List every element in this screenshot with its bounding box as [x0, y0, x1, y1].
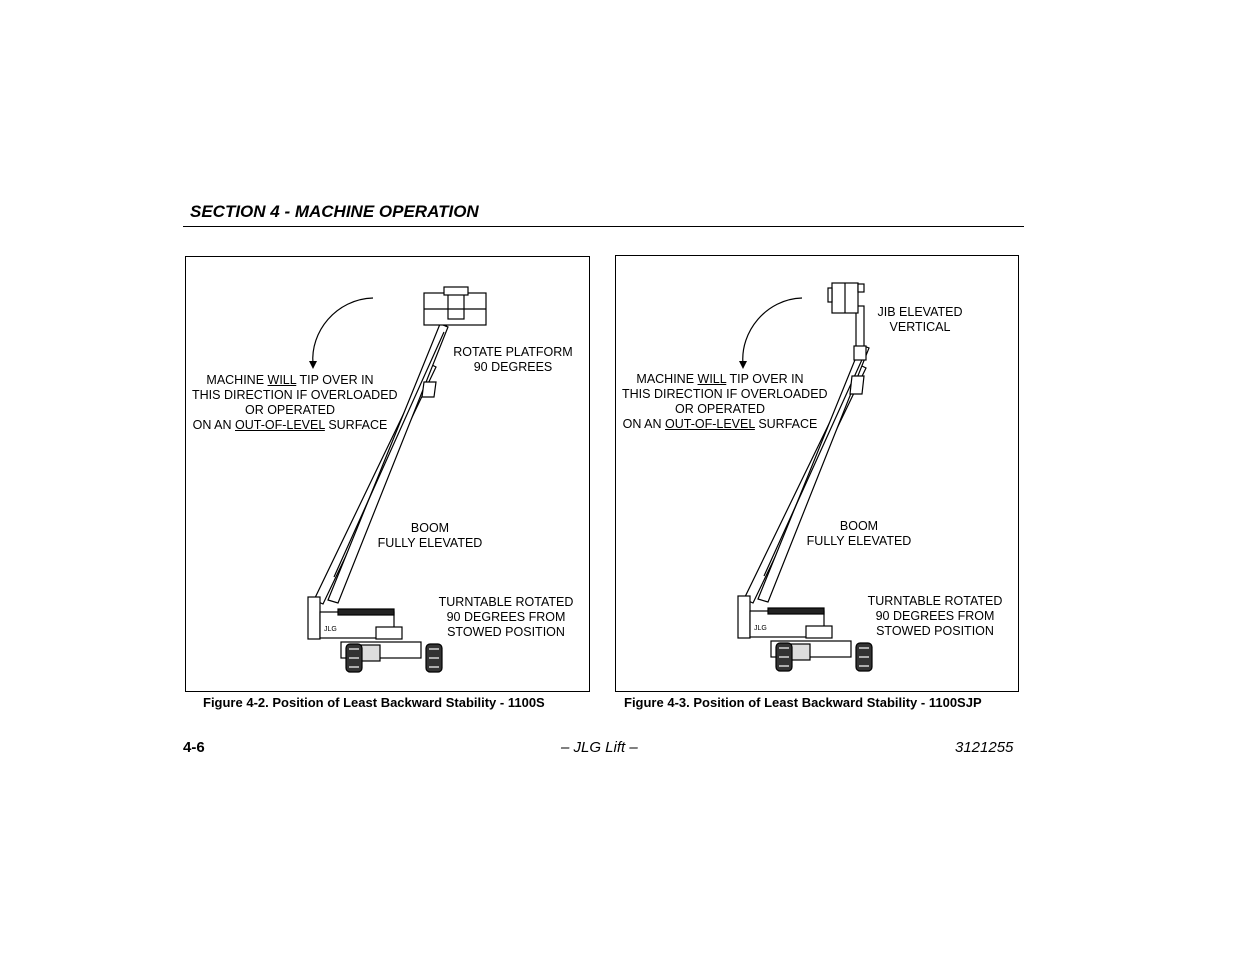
header-rule — [183, 226, 1024, 227]
boom-label: BOOM FULLY ELEVATED — [806, 519, 912, 548]
turntable-label: TURNTABLE ROTATED 90 DEGREES FROM STOWED POSITION — [867, 594, 1003, 638]
figure-4-3-caption: Figure 4-3. Position of Least Backward Stability - 1100SJP — [624, 695, 982, 710]
boom-label: BOOM FULLY ELEVATED — [377, 521, 483, 550]
document-number: 3121255 — [955, 739, 1014, 756]
tip-over-warning: MACHINE WILL TIP OVER IN THIS DIRECTION IF OVERLOADED OR OPERATED ON AN OUT-OF-LEVEL SURFACE — [622, 372, 828, 431]
svg-text:JLG: JLG — [324, 626, 337, 633]
page-number: 4-6 — [183, 739, 205, 756]
figure-4-2-caption: Figure 4-2. Position of Least Backward Stability - 1100S — [203, 695, 545, 710]
turntable-label: TURNTABLE ROTATED 90 DEGREES FROM STOWED POSITION — [438, 595, 574, 639]
figure-4-2-box — [185, 256, 590, 692]
rotate-platform-label: ROTATE PLATFORM 90 DEGREES — [453, 345, 573, 374]
footer-title: – JLG Lift – — [561, 739, 638, 756]
svg-text:JLG: JLG — [754, 625, 767, 632]
figure-4-3-box — [615, 255, 1019, 692]
section-title: SECTION 4 - MACHINE OPERATION — [190, 202, 479, 221]
jib-elevated-label: JIB ELEVATED VERTICAL — [877, 305, 963, 334]
tip-over-warning: MACHINE WILL TIP OVER IN THIS DIRECTION IF OVERLOADED OR OPERATED ON AN OUT-OF-LEVEL SURFACE — [192, 373, 398, 432]
